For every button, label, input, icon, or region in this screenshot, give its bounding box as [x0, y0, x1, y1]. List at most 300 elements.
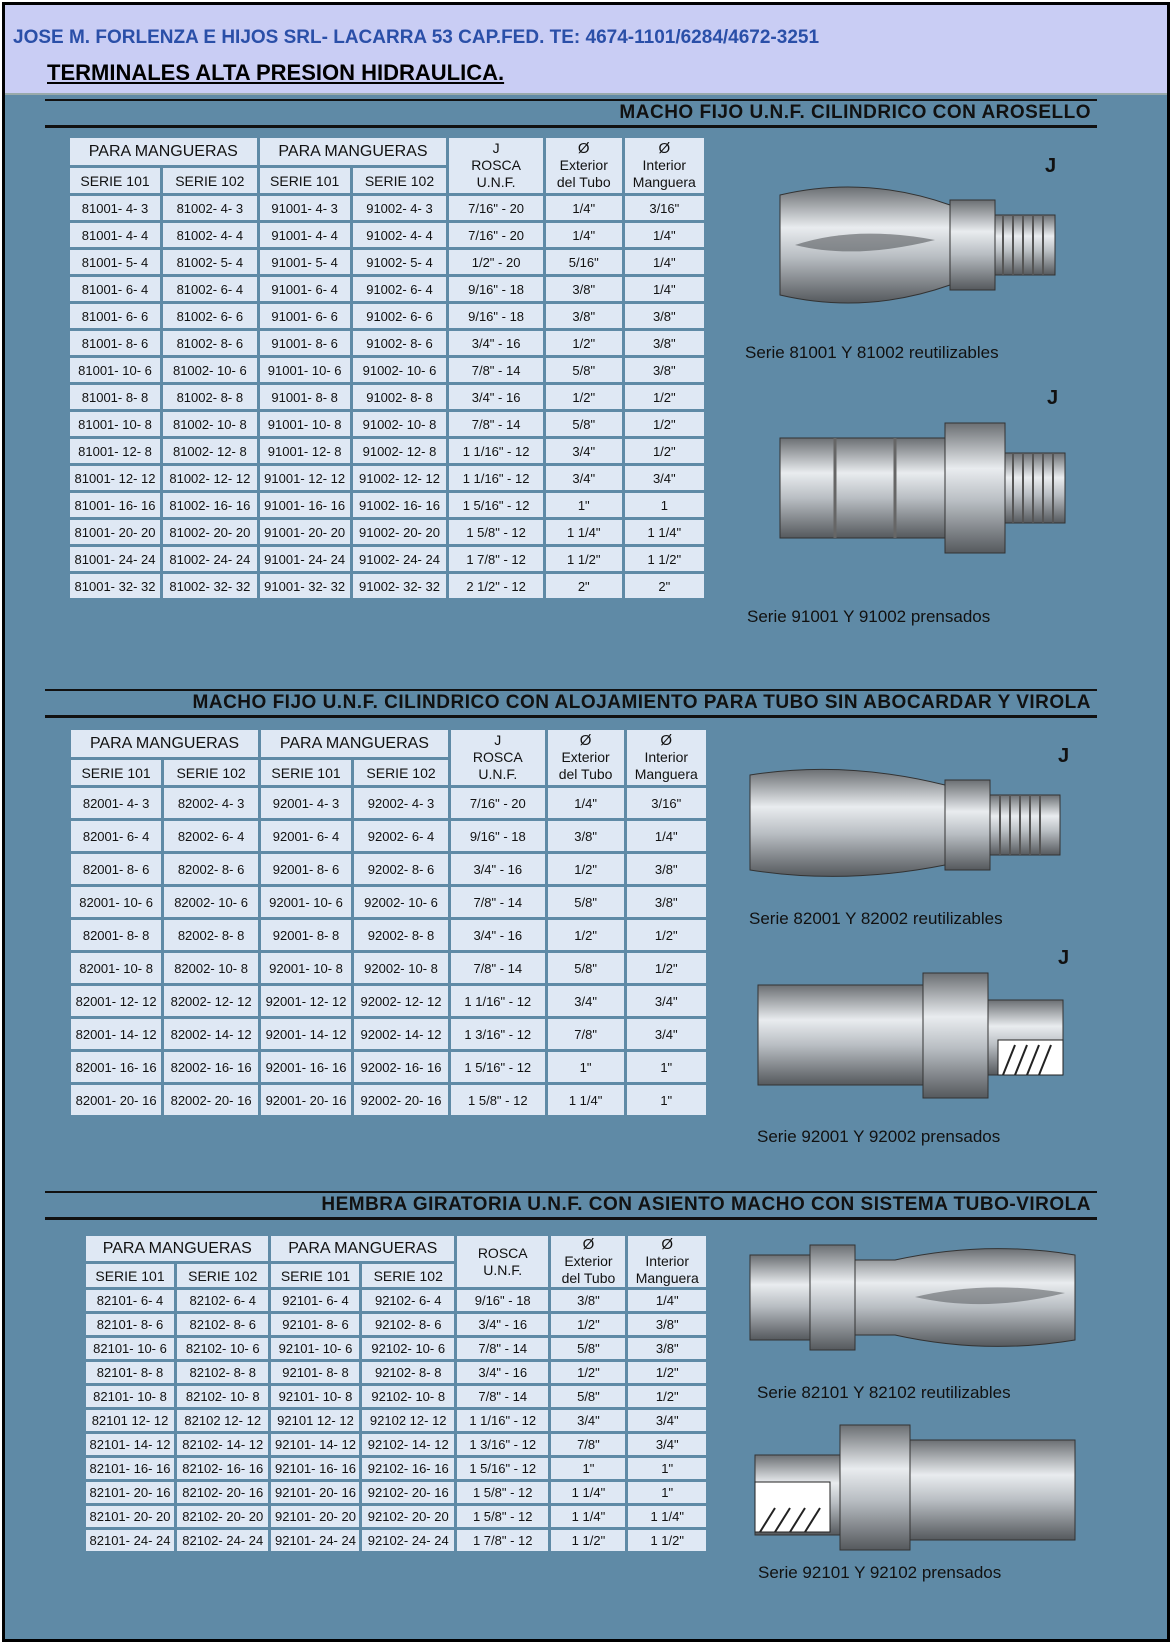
table-cell: 82102- 8- 6 [176, 1313, 270, 1337]
table-cell: 82102- 24- 24 [176, 1529, 270, 1553]
table-cell: 92102- 6- 4 [361, 1289, 455, 1313]
diameter-symbol: Ø [660, 732, 673, 749]
table-cell: 81002- 12- 12 [162, 465, 259, 492]
table-cell: 9/16" - 18 [448, 276, 545, 303]
fitting-caption: Serie 92001 Y 92002 prensados [757, 1127, 1001, 1146]
table-cell: 92001- 10- 6 [259, 886, 352, 919]
table-cell: 9/16" - 18 [455, 1289, 549, 1313]
thread-j-label: J [1047, 387, 1059, 409]
table-cell: 7/8" - 14 [448, 357, 545, 384]
table-cell: 91002- 12- 12 [351, 465, 448, 492]
table-cell: 1 1/2" [623, 546, 705, 573]
section-1-table [67, 135, 707, 601]
interior-header [625, 729, 707, 787]
table-cell: 1 1/2" [550, 1529, 627, 1553]
rosca-header [448, 137, 545, 195]
table-row [69, 519, 706, 546]
manguera-label: Manguera [632, 174, 696, 190]
table-cell: 92102- 20- 20 [361, 1505, 455, 1529]
table-cell: 1 1/16" - 12 [455, 1409, 549, 1433]
table-cell: 81002- 4- 3 [162, 195, 259, 222]
table-cell: 1 1/16" - 12 [448, 438, 545, 465]
table-cell: 82101- 8- 6 [85, 1313, 176, 1337]
table-cell: 1 5/16" - 12 [448, 492, 545, 519]
table-cell: 91002- 8- 8 [351, 384, 448, 411]
table-cell: 1/4" [546, 787, 625, 820]
table-cell: 81002- 4- 4 [162, 222, 259, 249]
table-cell: 3/4" - 16 [448, 330, 545, 357]
table-row [85, 1313, 708, 1337]
interior-label: Interior [645, 1253, 689, 1269]
table-cell: 92002- 16- 16 [353, 1051, 450, 1084]
table-cell: 1/2" [546, 853, 625, 886]
reusable-male-fitting-image [775, 165, 1085, 325]
table-cell: 1/2" [550, 1313, 627, 1337]
table-row [69, 492, 706, 519]
table-cell: 3/8" [627, 1337, 708, 1361]
table-cell: 81001- 10- 6 [69, 357, 162, 384]
serie-header: SERIE 102 [176, 1263, 270, 1289]
table-cell: 82002- 4- 3 [163, 787, 260, 820]
table-row [69, 465, 706, 492]
section-2-header [45, 689, 1097, 718]
section-2-table [68, 727, 709, 1118]
table-cell: 81002- 20- 20 [162, 519, 259, 546]
table-cell: 82102- 10- 8 [176, 1385, 270, 1409]
table-cell: 1 1/2" [544, 546, 623, 573]
table-cell: 1/2" [623, 438, 705, 465]
table-cell: 1 7/8" - 12 [448, 546, 545, 573]
table-cell: 1/2" [627, 1361, 708, 1385]
table-cell: 92101- 14- 12 [270, 1433, 361, 1457]
table-row [69, 303, 706, 330]
table-cell: 7/16" - 20 [449, 787, 546, 820]
serie-header: SERIE 101 [259, 759, 352, 787]
serie-header: SERIE 101 [70, 759, 163, 787]
table-row [70, 952, 708, 985]
table-cell: 91001- 16- 16 [258, 492, 351, 519]
table-cell: 81001- 8- 6 [69, 330, 162, 357]
table-cell: 82102- 20- 16 [176, 1481, 270, 1505]
table-cell: 91001- 10- 8 [258, 411, 351, 438]
table-cell: 82002- 20- 16 [163, 1084, 260, 1117]
table-cell: 92002- 14- 12 [353, 1018, 450, 1051]
table-cell: 92102- 10- 8 [361, 1385, 455, 1409]
table-cell: 3/8" [625, 853, 707, 886]
table-cell: 9/16" - 18 [448, 303, 545, 330]
table-cell: 82001- 10- 6 [70, 886, 163, 919]
table-cell: 91002- 20- 20 [351, 519, 448, 546]
table-cell: 81001- 6- 4 [69, 276, 162, 303]
table-row [85, 1385, 708, 1409]
table-cell: 82002- 16- 16 [163, 1051, 260, 1084]
reusable-male-tube-fitting-image [745, 755, 1085, 890]
table-cell: 3/4" [550, 1409, 627, 1433]
table-cell: 91002- 6- 6 [351, 303, 448, 330]
fitting-caption: Serie 82101 Y 82102 reutilizables [757, 1383, 1011, 1402]
table-cell: 82102- 14- 12 [176, 1433, 270, 1457]
table-cell: 92002- 4- 3 [353, 787, 450, 820]
table-cell: 1/4" [544, 222, 623, 249]
table-cell: 1 5/8" - 12 [455, 1481, 549, 1505]
table-row [85, 1457, 708, 1481]
table-cell: 82001- 6- 4 [70, 820, 163, 853]
table-row [70, 919, 708, 952]
fitting-caption: Serie 92101 Y 92102 prensados [758, 1563, 1002, 1582]
table-cell: 91001- 5- 4 [258, 249, 351, 276]
table-cell: 7/8" - 14 [455, 1385, 549, 1409]
table-cell: 3/8" [623, 357, 705, 384]
table-cell: 2 1/2" - 12 [448, 573, 545, 600]
table-cell: 1/4" [544, 195, 623, 222]
table-cell: 92002- 8- 6 [353, 853, 450, 886]
table-cell: 1 1/4" [623, 519, 705, 546]
table-cell: 1" [627, 1457, 708, 1481]
table-cell: 92101- 20- 16 [270, 1481, 361, 1505]
table-cell: 1/2" [550, 1361, 627, 1385]
table-row [69, 222, 706, 249]
unf-label: U.N.F. [476, 174, 516, 190]
table-cell: 91001- 6- 6 [258, 303, 351, 330]
table-row [70, 985, 708, 1018]
table-cell: 92102- 20- 16 [361, 1481, 455, 1505]
table-cell: 3/4" [627, 1433, 708, 1457]
table-cell: 1/2" [625, 952, 707, 985]
table-row [85, 1289, 708, 1313]
table-row [85, 1529, 708, 1553]
table-cell: 3/8" [546, 820, 625, 853]
serie-header: SERIE 101 [270, 1263, 361, 1289]
table-row [70, 787, 708, 820]
table-cell: 91002- 6- 4 [351, 276, 448, 303]
table-cell: 3/8" [550, 1289, 627, 1313]
table-cell: 82001- 16- 16 [70, 1051, 163, 1084]
table-cell: 82102- 6- 4 [176, 1289, 270, 1313]
table-cell: 82002- 8- 6 [163, 853, 260, 886]
table-cell: 82001- 8- 8 [70, 919, 163, 952]
table-cell: 82102- 16- 16 [176, 1457, 270, 1481]
table-cell: 81002- 8- 6 [162, 330, 259, 357]
table-cell: 3/4" [627, 1409, 708, 1433]
table-cell: 3/16" [625, 787, 707, 820]
table-cell: 92001- 6- 4 [259, 820, 352, 853]
table-row [85, 1409, 708, 1433]
table-cell: 92101- 8- 6 [270, 1313, 361, 1337]
table-cell: 92102- 16- 16 [361, 1457, 455, 1481]
table-cell: 3/4" - 16 [449, 919, 546, 952]
table-cell: 3/8" [627, 1313, 708, 1337]
table-cell: 82101- 6- 4 [85, 1289, 176, 1313]
table-row [69, 546, 706, 573]
table-cell: 92002- 12- 12 [353, 985, 450, 1018]
table-cell: 92101- 24- 24 [270, 1529, 361, 1553]
thread-j-label: J [1058, 947, 1070, 969]
table-cell: 92001- 12- 12 [259, 985, 352, 1018]
crimped-male-fitting-image [775, 413, 1085, 563]
table-cell: 92002- 8- 8 [353, 919, 450, 952]
exterior-header [544, 137, 623, 195]
table-cell: 82102- 10- 6 [176, 1337, 270, 1361]
table-cell: 81001- 20- 20 [69, 519, 162, 546]
table-cell: 5/8" [546, 952, 625, 985]
table-cell: 1/4" [625, 820, 707, 853]
table-cell: 91002- 10- 8 [351, 411, 448, 438]
table-row [69, 249, 706, 276]
rosca-header [449, 729, 546, 787]
fitting-caption: Serie 81001 Y 81002 reutilizables [745, 343, 999, 362]
diameter-symbol: Ø [658, 140, 671, 157]
table-cell: 1/2" [546, 919, 625, 952]
table-cell: 1 5/8" - 12 [448, 519, 545, 546]
table-cell: 91001- 12- 12 [258, 465, 351, 492]
table-cell: 81002- 10- 6 [162, 357, 259, 384]
page-header [5, 5, 1167, 95]
table-cell: 1 7/8" - 12 [455, 1529, 549, 1553]
table-cell: 3/4" [623, 465, 705, 492]
table-row [69, 573, 706, 600]
interior-header [627, 1235, 708, 1289]
del-tubo-label: del Tubo [558, 766, 613, 782]
table-cell: 3/4" [544, 465, 623, 492]
table-cell: 1 5/8" - 12 [455, 1505, 549, 1529]
table-cell: 81001- 8- 8 [69, 384, 162, 411]
table-cell: 1 5/8" - 12 [449, 1084, 546, 1117]
table-cell: 81002- 6- 6 [162, 303, 259, 330]
rosca-label: ROSCA [471, 157, 521, 173]
table-cell: 7/8" [550, 1433, 627, 1457]
exterior-header [546, 729, 625, 787]
table-row [70, 853, 708, 886]
table-cell: 92102- 14- 12 [361, 1433, 455, 1457]
table-cell: 1/4" [627, 1289, 708, 1313]
table-cell: 1" [627, 1481, 708, 1505]
table-cell: 91001- 20- 20 [258, 519, 351, 546]
serie-header: SERIE 102 [163, 759, 260, 787]
column-group-header: PARA MANGUERAS [259, 729, 449, 759]
table-cell: 82001- 4- 3 [70, 787, 163, 820]
table-row [85, 1505, 708, 1529]
table-cell: 7/8" - 14 [455, 1337, 549, 1361]
table-cell: 1 1/4" [550, 1481, 627, 1505]
table-cell: 5/8" [550, 1385, 627, 1409]
table-cell: 3/8" [623, 330, 705, 357]
table-cell: 81001- 10- 8 [69, 411, 162, 438]
table-cell: 82001- 12- 12 [70, 985, 163, 1018]
table-row [85, 1481, 708, 1505]
table-cell: 1" [544, 492, 623, 519]
table-cell: 81001- 4- 4 [69, 222, 162, 249]
table-cell: 81001- 4- 3 [69, 195, 162, 222]
table-cell: 92001- 20- 16 [259, 1084, 352, 1117]
table-cell: 82001- 8- 6 [70, 853, 163, 886]
company-info: JOSE M. FORLENZA E HIJOS SRL- LACARRA 53 CAP.FED. TE: 4674-1101/6284/4672-3251 [13, 27, 820, 48]
del-tubo-label: del Tubo [556, 174, 611, 190]
rosca-label: ROSCA [472, 749, 523, 765]
catalog-page [2, 2, 1170, 1642]
diameter-symbol: Ø [579, 732, 592, 749]
table-cell: 91002- 32- 32 [351, 573, 448, 600]
table-cell: 7/8" [546, 1018, 625, 1051]
table-cell: 7/16" - 20 [448, 195, 545, 222]
table-cell: 82101- 8- 8 [85, 1361, 176, 1385]
table-cell: 91002- 8- 6 [351, 330, 448, 357]
table-cell: 82002- 8- 8 [163, 919, 260, 952]
table-cell: 91002- 12- 8 [351, 438, 448, 465]
table-cell: 1 1/16" - 12 [449, 985, 546, 1018]
table-cell: 92101- 16- 16 [270, 1457, 361, 1481]
table-cell: 82001- 20- 16 [70, 1084, 163, 1117]
section-3-title: HEMBRA GIRATORIA U.N.F. CON ASIENTO MACHO CON SISTEMA TUBO-VIROLA [321, 1194, 1091, 1215]
table-cell: 91001- 10- 6 [258, 357, 351, 384]
del-tubo-label: del Tubo [561, 1270, 616, 1286]
table-row [85, 1337, 708, 1361]
table-cell: 92101- 10- 6 [270, 1337, 361, 1361]
unf-label: U.N.F. [483, 1261, 523, 1278]
table-cell: 91002- 5- 4 [351, 249, 448, 276]
table-row [69, 411, 706, 438]
table-cell: 82102- 8- 8 [176, 1361, 270, 1385]
interior-header [623, 137, 705, 195]
table-cell: 91002- 4- 4 [351, 222, 448, 249]
table-cell: 82002- 14- 12 [163, 1018, 260, 1051]
table-cell: 82002- 10- 6 [163, 886, 260, 919]
table-cell: 9/16" - 18 [449, 820, 546, 853]
table-row [70, 820, 708, 853]
unf-label: U.N.F. [478, 766, 518, 782]
table-cell: 81002- 32- 32 [162, 573, 259, 600]
table-cell: 91002- 24- 24 [351, 546, 448, 573]
diameter-symbol: Ø [577, 140, 590, 157]
column-group-header: PARA MANGUERAS [258, 137, 448, 167]
table-cell: 91001- 24- 24 [258, 546, 351, 573]
diameter-symbol: Ø [661, 1236, 674, 1253]
exterior-label: Exterior [561, 749, 610, 765]
column-group-header: PARA MANGUERAS [85, 1235, 270, 1263]
table-cell: 1" [546, 1051, 625, 1084]
table-cell: 3/4" - 16 [449, 853, 546, 886]
table-cell: 1 5/16" - 12 [455, 1457, 549, 1481]
column-group-header: PARA MANGUERAS [70, 729, 260, 759]
table-cell: 92001- 8- 8 [259, 919, 352, 952]
table-cell: 81001- 24- 24 [69, 546, 162, 573]
table-cell: 3/4" - 16 [448, 384, 545, 411]
table-cell: 91001- 8- 8 [258, 384, 351, 411]
table-cell: 92001- 14- 12 [259, 1018, 352, 1051]
table-cell: 82101- 10- 6 [85, 1337, 176, 1361]
table-cell: 81002- 24- 24 [162, 546, 259, 573]
section-3-header [45, 1191, 1097, 1220]
table-cell: 82001- 14- 12 [70, 1018, 163, 1051]
table-cell: 81002- 12- 8 [162, 438, 259, 465]
table-cell: 81002- 5- 4 [162, 249, 259, 276]
table-cell: 1" [550, 1457, 627, 1481]
table-row [69, 384, 706, 411]
serie-header: SERIE 102 [351, 167, 448, 195]
table-cell: 91002- 10- 6 [351, 357, 448, 384]
table-row [85, 1361, 708, 1385]
table-cell: 7/8" - 14 [449, 952, 546, 985]
table-cell: 3/8" [625, 886, 707, 919]
table-cell: 92002- 10- 6 [353, 886, 450, 919]
table-cell: 92102- 8- 8 [361, 1361, 455, 1385]
table-cell: 5/8" [550, 1337, 627, 1361]
table-cell: 1 3/16" - 12 [449, 1018, 546, 1051]
table-cell: 1 3/16" - 12 [455, 1433, 549, 1457]
table-cell: 7/8" - 14 [448, 411, 545, 438]
table-cell: 1/2" [627, 1385, 708, 1409]
page-title: TERMINALES ALTA PRESION HIDRAULICA. [47, 60, 505, 85]
table-cell: 3/4" [544, 438, 623, 465]
section-1-title: MACHO FIJO U.N.F. CILINDRICO CON AROSELLO [619, 102, 1091, 123]
serie-header: SERIE 102 [361, 1263, 455, 1289]
table-cell: 91001- 4- 3 [258, 195, 351, 222]
table-cell: 92101- 8- 8 [270, 1361, 361, 1385]
table-cell: 81001- 16- 16 [69, 492, 162, 519]
table-cell: 3/4" [546, 985, 625, 1018]
table-cell: 92101 12- 12 [270, 1409, 361, 1433]
table-cell: 1/2" [623, 411, 705, 438]
table-cell: 81001- 12- 12 [69, 465, 162, 492]
table-cell: 81002- 10- 8 [162, 411, 259, 438]
table-cell: 3/4" [625, 1018, 707, 1051]
table-cell: 91001- 4- 4 [258, 222, 351, 249]
column-group-header: PARA MANGUERAS [270, 1235, 455, 1263]
table-row [69, 195, 706, 222]
j-label: J [494, 732, 502, 748]
table-cell: 82101- 20- 20 [85, 1505, 176, 1529]
table-row [69, 357, 706, 384]
table-cell: 1/2" [625, 919, 707, 952]
fitting-caption: Serie 82001 Y 82002 reutilizables [749, 909, 1003, 928]
serie-header: SERIE 101 [69, 167, 162, 195]
table-cell: 7/8" - 14 [449, 886, 546, 919]
table-cell: 3/8" [544, 276, 623, 303]
table-cell: 92102- 24- 24 [361, 1529, 455, 1553]
table-cell: 2" [544, 573, 623, 600]
crimped-male-tube-fitting-image [753, 965, 1083, 1105]
table-cell: 5/8" [544, 411, 623, 438]
section-3-table [83, 1233, 709, 1554]
table-cell: 92001- 4- 3 [259, 787, 352, 820]
j-label: J [492, 140, 500, 156]
table-cell: 92101- 6- 4 [270, 1289, 361, 1313]
table-cell: 92001- 8- 6 [259, 853, 352, 886]
table-cell: 1 1/4" [627, 1505, 708, 1529]
table-cell: 92102- 8- 6 [361, 1313, 455, 1337]
table-cell: 82102 12- 12 [176, 1409, 270, 1433]
table-cell: 81002- 16- 16 [162, 492, 259, 519]
table-row [70, 1051, 708, 1084]
table-cell: 3/8" [544, 303, 623, 330]
thread-j-label: J [1045, 155, 1057, 177]
table-cell: 1/2" [623, 384, 705, 411]
table-cell: 1 1/2" [627, 1529, 708, 1553]
rosca-header [455, 1235, 549, 1289]
serie-header: SERIE 102 [162, 167, 259, 195]
serie-header: SERIE 101 [85, 1263, 176, 1289]
table-cell: 92001- 10- 8 [259, 952, 352, 985]
table-cell: 92002- 6- 4 [353, 820, 450, 853]
table-cell: 2" [623, 573, 705, 600]
table-cell: 91002- 16- 16 [351, 492, 448, 519]
crimped-female-swivel-image [750, 1420, 1080, 1560]
serie-header: SERIE 101 [258, 167, 351, 195]
manguera-label: Manguera [635, 1270, 699, 1286]
column-group-header: PARA MANGUERAS [69, 137, 259, 167]
table-cell: 81002- 8- 8 [162, 384, 259, 411]
table-cell: 82101- 20- 16 [85, 1481, 176, 1505]
table-cell: 1/2" - 20 [448, 249, 545, 276]
